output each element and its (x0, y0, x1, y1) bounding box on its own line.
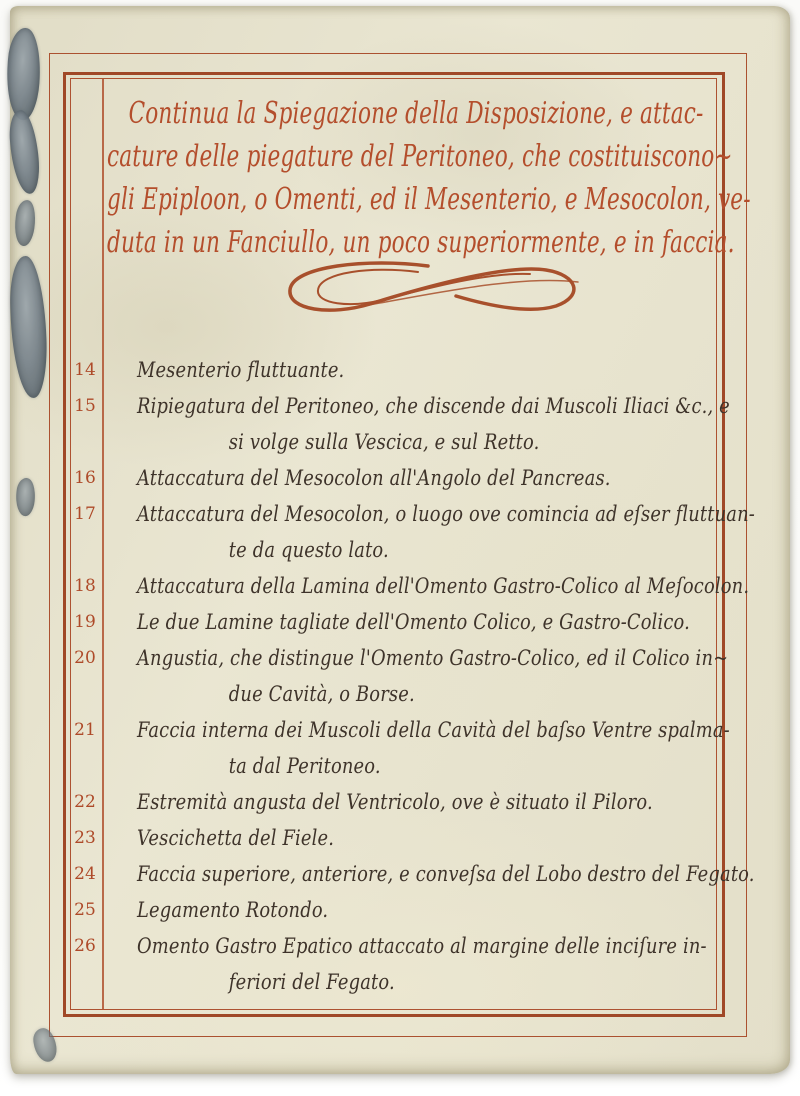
item-text (137, 820, 369, 856)
item-text (137, 604, 788, 640)
list-item (70, 784, 730, 820)
item-text (137, 352, 381, 388)
item-number: 16 (74, 468, 96, 488)
title-line: Continua la Spiegazione della Disposizione, e attac- (128, 96, 704, 131)
item-text (137, 496, 800, 568)
list-item (70, 568, 750, 604)
item-text-line: si volge sulla Vescica, e sul Retto. (228, 430, 540, 454)
item-text-line: Faccia interna dei Muscoli della Cavità del baſso Ventre spalma- (137, 718, 730, 742)
binding-residue-mark (7, 109, 41, 195)
item-text-line: Le due Lamine tagliate dell'Omento Colico, e Gastro-Colico. (137, 610, 691, 634)
binding-residue-mark (4, 27, 43, 121)
list-item (70, 712, 730, 784)
item-text-line: Angustia, che distingue l'Omento Gastro-Colico, ed il Colico in~ (137, 646, 729, 670)
title-line: cature delle piegature del Peritoneo, che costituiscono~ (107, 139, 733, 174)
list-item (70, 388, 730, 460)
item-text-line: Attaccatura del Mesocolon all'Angolo del Pancreas. (137, 466, 611, 490)
item-text (137, 928, 800, 1000)
item-number: 25 (74, 900, 96, 920)
title-line: gli Epiploon, o Omenti, ed il Mesenterio, e Mesocolon, ve- (107, 182, 751, 217)
list-item (70, 856, 755, 892)
item-text-line: Faccia superiore, anteriore, e conveſsa del Lobo destro del Fegato. (137, 862, 755, 886)
item-text-line: Omento Gastro Epatico attaccato al margine delle inciſure in- (137, 934, 707, 958)
item-number: 23 (74, 828, 96, 848)
item-number: 14 (74, 360, 96, 380)
list-item (70, 820, 730, 856)
item-text-line: due Cavità, o Borse. (228, 682, 415, 706)
item-number: 22 (74, 792, 96, 812)
item-text-line: Mesenterio fluttuante. (137, 358, 345, 382)
item-text (137, 388, 800, 460)
item-text-line: Ripiegatura del Peritoneo, che discende dai Muscoli Iliaci &c., e (137, 394, 730, 418)
item-text-line: ta dal Peritoneo. (228, 754, 381, 778)
item-text-line: te da questo lato. (228, 538, 389, 562)
list-item (70, 352, 730, 388)
binding-residue-mark (14, 477, 37, 517)
binding-residue-mark (32, 1027, 59, 1064)
item-text-line: Legamento Rotondo. (137, 898, 329, 922)
list-item (70, 892, 730, 928)
item-number: 18 (74, 576, 96, 596)
item-number: 20 (74, 648, 96, 668)
item-number: 19 (74, 612, 96, 632)
item-number: 17 (74, 504, 96, 524)
item-text (137, 640, 800, 712)
item-text-line: Estremità angusta del Ventricolo, ove è situato il Piloro. (137, 790, 653, 814)
item-text (137, 712, 800, 784)
list-item (70, 640, 730, 712)
page-title (107, 92, 751, 264)
legend-list (70, 352, 755, 1000)
item-text-line: Attaccatura della Lamina dell'Omento Gastro-Colico al Meſocolon. (137, 574, 750, 598)
title-line: duta in un Fanciullo, un poco superiormente, e in faccia. (107, 225, 735, 260)
item-number: 26 (74, 936, 96, 956)
item-text (137, 784, 744, 820)
calligraphic-flourish-icon (278, 256, 600, 322)
item-number: 21 (74, 720, 96, 740)
list-item (70, 604, 730, 640)
list-item (70, 928, 730, 1000)
item-text (137, 892, 362, 928)
item-text-line: Vescichetta del Fiele. (137, 826, 335, 850)
item-number: 15 (74, 396, 96, 416)
list-item (70, 460, 730, 496)
item-text (137, 568, 800, 604)
item-text-line: Attaccatura del Mesocolon, o luogo ove comincia ad eſser fluttuan- (137, 502, 755, 526)
item-text-line: feriori del Fegato. (228, 970, 395, 994)
binding-residue-mark (12, 199, 38, 247)
binding-residue-mark (9, 255, 49, 398)
item-text (137, 856, 800, 892)
list-item (70, 496, 755, 568)
item-text (137, 460, 694, 496)
manuscript-page (10, 6, 790, 1074)
item-number: 24 (74, 864, 96, 884)
